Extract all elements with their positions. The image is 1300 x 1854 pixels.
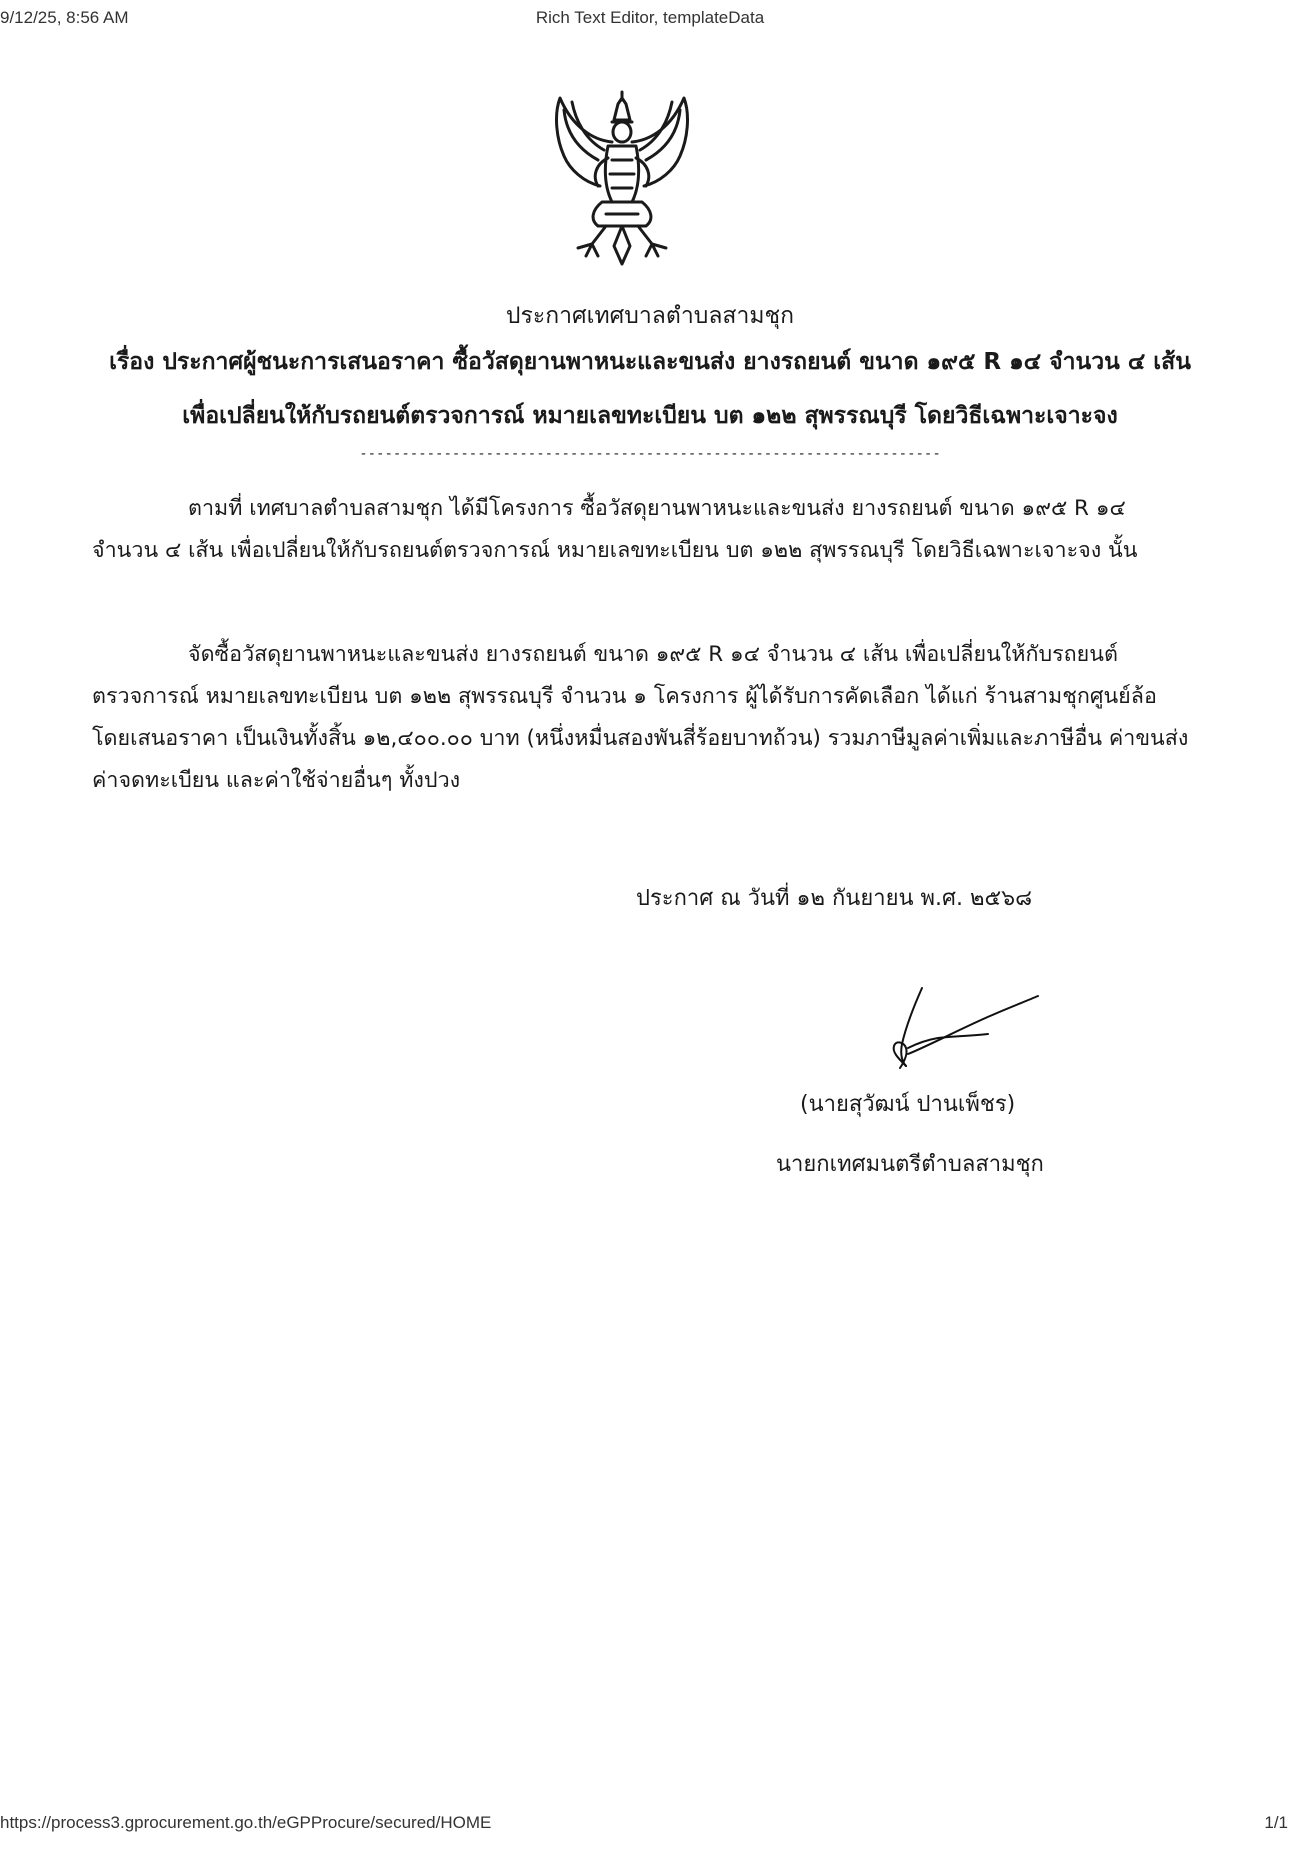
signer-position: นายกเทศมนตรีตำบลสามชุก xyxy=(776,1152,1044,1177)
print-url: https://process3.gprocurement.go.th/eGPProcure/secured/HOME xyxy=(0,1813,492,1832)
print-footer xyxy=(0,1813,1300,1841)
print-page-number: 1/1 xyxy=(1264,1813,1288,1832)
paragraph-1 xyxy=(92,488,1194,572)
signer-name: (นายสุวัฒน์ ปานเพ็ชร) xyxy=(800,1092,1016,1117)
paragraph-1-text: ตามที่ เทศบาลตำบลสามชุก ได้มีโครงการ ซื้อวัสดุยานพาหนะและขนส่ง ยางรถยนต์ ขนาด ๑๙๕ R ๑๔ จำนวน ๔ เส้น เพื่อเปลี่ยนให้กับรถยนต์ตรวจการณ์ หมายเลขทะเบียน บต ๑๒๒ สุพรรณบุรี โดยวิธีเฉพาะเจาะจง นั้น xyxy=(92,496,1138,563)
announce-date: ประกาศ ณ วันที่ ๑๒ กันยายน พ.ศ. ๒๕๖๘ xyxy=(636,886,1033,911)
paragraph-2 xyxy=(92,634,1194,802)
print-datetime: 9/12/25, 8:56 AM xyxy=(0,8,129,27)
document-subject-line-2: เพื่อเปลี่ยนให้กับรถยนต์ตรวจการณ์ หมายเลขทะเบียน บต ๑๒๒ สุพรรณบุรี โดยวิธีเฉพาะเจาะจง xyxy=(182,403,1118,429)
paragraph-2-text: จัดซื้อวัสดุยานพาหนะและขนส่ง ยางรถยนต์ ขนาด ๑๙๕ R ๑๔ จำนวน ๔ เส้น เพื่อเปลี่ยนให้กับรถยนต์ตรวจการณ์ หมายเลขทะเบียน บต ๑๒๒ สุพรรณบุรี จำนวน ๑ โครงการ ผู้ได้รับการคัดเลือก ได้แก่ ร้านสามชุกศูนย์ล้อ โดยเสนอราคา เป็นเงินทั้งสิ้น ๑๒,๔๐๐.๐๐ บาท (หนึ่งหมื่นสองพันสี่ร้อยบาทถ้วน) รวมภาษีมูลค่าเพิ่มและภาษีอื่น ค่าขนส่ง ค่าจดทะเบียน และค่าใช้จ่ายอื่นๆ ทั้งปวง xyxy=(92,642,1189,793)
document-subject-line-1: เรื่อง ประกาศผู้ชนะการเสนอราคา ซื้อวัสดุยานพาหนะและขนส่ง ยางรถยนต์ ขนาด ๑๙๕ R ๑๔ จำนวน ๔ เส้น xyxy=(109,349,1191,375)
handwritten-signature xyxy=(878,982,1040,1080)
print-header xyxy=(0,8,1300,36)
separator-line: --------------------------------------------------------------------- xyxy=(359,446,941,462)
document-issuer: ประกาศเทศบาลตำบลสามชุก xyxy=(505,303,795,329)
garuda-emblem-icon xyxy=(542,86,702,276)
print-title: Rich Text Editor, templateData xyxy=(535,8,765,27)
